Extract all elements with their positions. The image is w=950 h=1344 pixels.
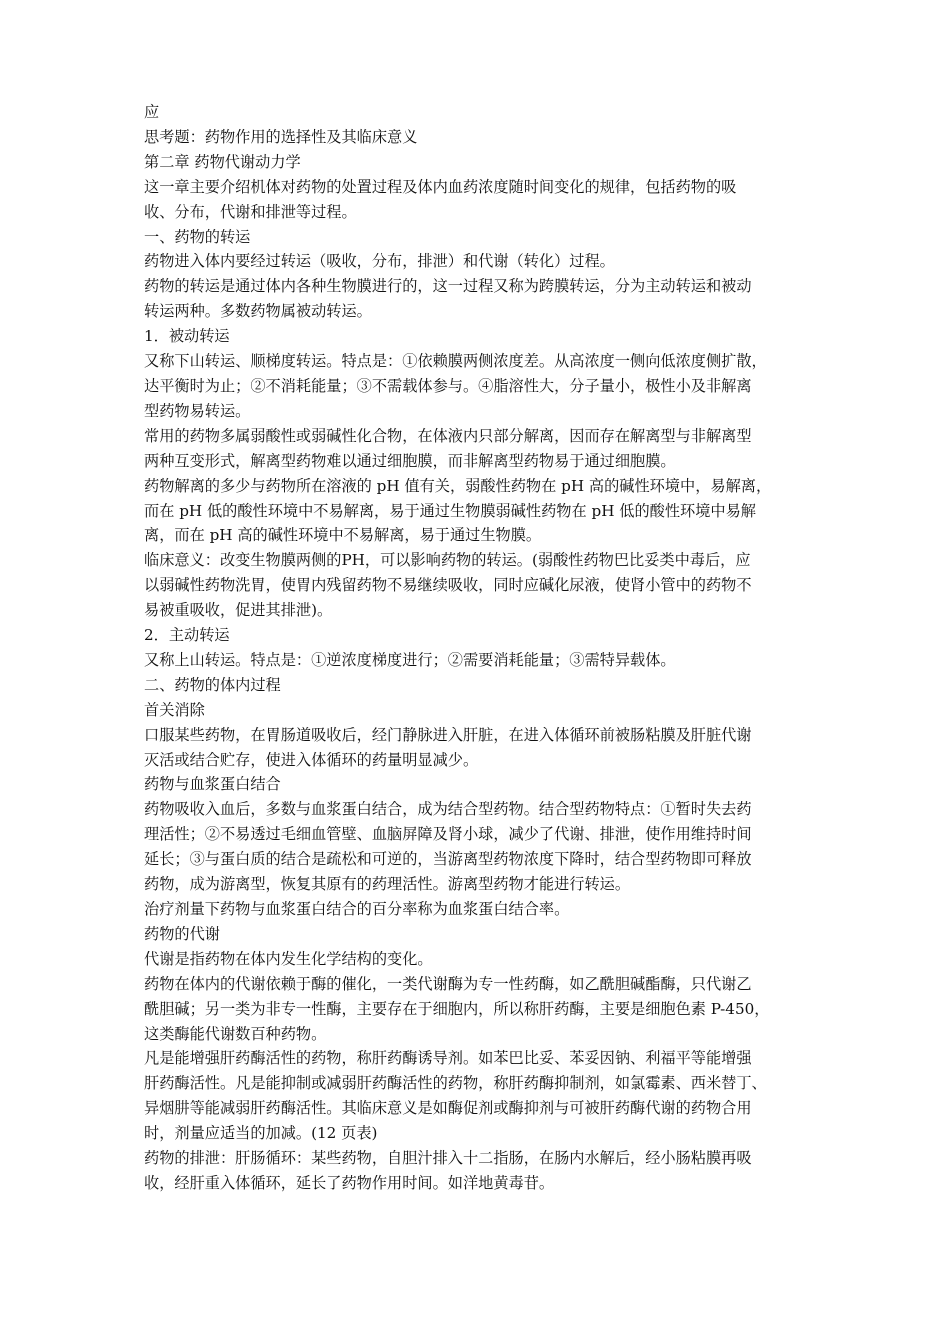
text-line: 酰胆碱；另一类为非专一性酶，主要存在于细胞内，所以称肝药酶，主要是细胞色素 P-450， (144, 999, 770, 1018)
text-line: 药物进入体内要经过转运（吸收，分布，排泄）和代谢（转化）过程。 (144, 252, 615, 271)
text-line: 收、分布，代谢和排泄等过程。 (144, 202, 357, 221)
text-line: 这类酶能代谢数百种药物。 (144, 1024, 327, 1043)
text-line: 易被重吸收，促进其排泄)。 (144, 601, 333, 620)
text-line: 两种互变形式，解离型药物难以通过细胞膜，而非解离型药物易于通过细胞膜。 (144, 451, 676, 470)
text-line: 延长；③与蛋白质的结合是疏松和可逆的，当游离型药物浓度下降时，结合型药物即可释放 (144, 850, 752, 869)
text-line: 转运两种。多数药物属被动转运。 (144, 302, 372, 321)
text-line: 又称上山转运。特点是：①逆浓度梯度进行；②需要消耗能量；③需特异载体。 (144, 650, 676, 669)
text-line: 临床意义：改变生物膜两侧的PH，可以影响药物的转运。(弱酸性药物巴比妥类中毒后，应 (144, 551, 751, 570)
text-line: 收，经肝重入体循环，延长了药物作用时间。如洋地黄毒苷。 (144, 1173, 555, 1192)
question-line: 思考题：药物作用的选择性及其临床意义 (144, 127, 418, 146)
text-line: 凡是能增强肝药酶活性的药物，称肝药酶诱导剂。如苯巴比妥、苯妥因钠、利福平等能增强 (144, 1049, 752, 1068)
text-line: 异烟肼等能减弱肝药酶活性。其临床意义是如酶促剂或酶抑剂与可被肝药酶代谢的药物合用 (144, 1099, 752, 1118)
text-line: 药物的转运是通过体内各种生物膜进行的，这一过程又称为跨膜转运，分为主动转运和被动 (144, 277, 752, 296)
topic-heading: 首关消除 (144, 700, 205, 719)
subsection-heading: 1．被动转运 (144, 327, 230, 346)
text-line: 理活性；②不易透过毛细血管壁、血脑屏障及肾小球，减少了代谢、排泄，使作用维持时间 (144, 825, 752, 844)
text-line: 肝药酶活性。凡是能抑制或减弱肝药酶活性的药物，称肝药酶抑制剂，如氯霉素、西米替丁、 (144, 1074, 767, 1093)
text-line: 以弱碱性药物洗胃，使胃内残留药物不易继续吸收，同时应碱化尿液，使肾小管中的药物不 (144, 576, 752, 595)
text-line: 达平衡时为止；②不消耗能量；③不需载体参与。④脂溶性大，分子量小，极性小及非解离 (144, 376, 752, 395)
text-line: 这一章主要介绍机体对药物的处置过程及体内血药浓度随时间变化的规律，包括药物的吸 (144, 177, 737, 196)
text-line: 时，剂量应适当的加减。(12 页表) (144, 1124, 378, 1143)
subsection-heading: 2．主动转运 (144, 626, 230, 645)
text-line: 药物，成为游离型，恢复其原有的药理活性。游离型药物才能进行转运。 (144, 875, 630, 894)
document-body (144, 100, 820, 1196)
text-line: 常用的药物多属弱酸性或弱碱性化合物，在体液内只部分解离，因而存在解离型与非解离型 (144, 426, 752, 445)
text-line: 药物在体内的代谢依赖于酶的催化，一类代谢酶为专一性药酶，如乙酰胆碱酯酶，只代谢乙 (144, 974, 752, 993)
chapter-heading: 第二章 药物代谢动力学 (144, 152, 301, 171)
text-line: 药物吸收入血后，多数与血浆蛋白结合，成为结合型药物。结合型药物特点：①暂时失去药 (144, 800, 752, 819)
section-heading: 二、药物的体内过程 (144, 675, 281, 694)
text-line: 而在 pH 低的酸性环境中不易解离，易于通过生物膜弱碱性药物在 pH 低的酸性环境中易解 (144, 501, 756, 520)
text-line: 型药物易转运。 (144, 401, 251, 420)
topic-heading: 药物的代谢 (144, 924, 220, 943)
section-heading: 一、药物的转运 (144, 227, 251, 246)
text-line: 口服某些药物，在胃肠道吸收后，经门静脉进入肝脏，在进入体循环前被肠粘膜及肝脏代谢 (144, 725, 752, 744)
text-line: 代谢是指药物在体内发生化学结构的变化。 (144, 949, 433, 968)
text-line: 药物的排泄：肝肠循环：某些药物，自胆汁排入十二指肠，在肠内水解后，经小肠粘膜再吸 (144, 1149, 752, 1168)
text-line: 离，而在 pH 高的碱性环境中不易解离，易于通过生物膜。 (144, 526, 542, 545)
text-line: 应 (144, 103, 160, 121)
topic-heading: 药物与血浆蛋白结合 (144, 775, 281, 794)
text-line: 又称下山转运、顺梯度转运。特点是：①依赖膜两侧浓度差。从高浓度一侧向低浓度侧扩散， (144, 352, 767, 371)
text-line: 药物解离的多少与药物所在溶液的 pH 值有关，弱酸性药物在 pH 高的碱性环境中，易解离， (144, 476, 772, 495)
text-line: 灭活或结合贮存，使进入体循环的药量明显减少。 (144, 750, 479, 769)
text-line: 治疗剂量下药物与血浆蛋白结合的百分率称为血浆蛋白结合率。 (144, 900, 570, 918)
